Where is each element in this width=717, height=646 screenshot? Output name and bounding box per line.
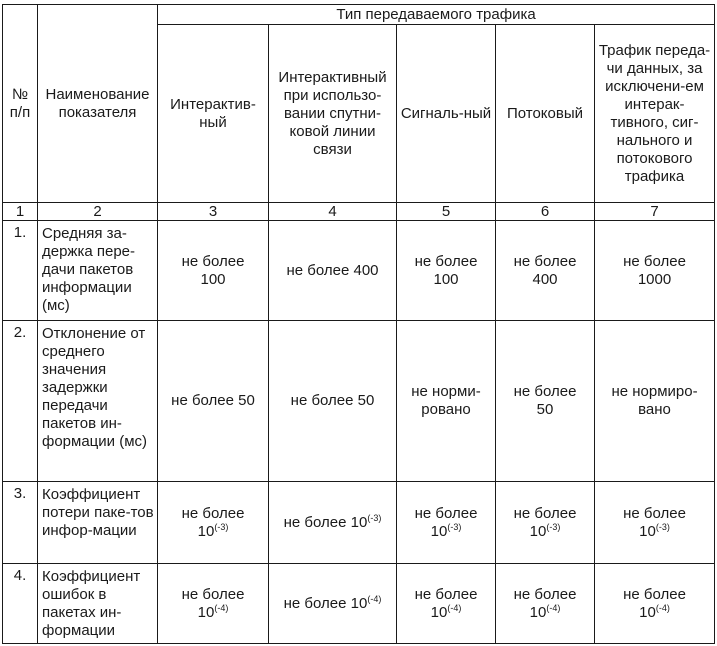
- header-type-signal: Сигналь-ный: [397, 25, 496, 203]
- row-number: 4.: [3, 564, 38, 644]
- value-cell: не более $10^{(-4)}$: [158, 564, 269, 644]
- value-cell: не более 50: [496, 321, 595, 482]
- column-number: 2: [38, 203, 158, 221]
- value-cell: не более 1000: [595, 221, 715, 321]
- value-cell: не более $10^{(-4)}$: [595, 564, 715, 644]
- header-row-1: [3, 5, 715, 25]
- value-cell: не более $10^{(-3)}$: [496, 482, 595, 564]
- value-cell: не более 50: [158, 321, 269, 482]
- table-row: [3, 564, 715, 644]
- header-type-satellite: Интерактивный при использо-вании спутни-ковой линии связи: [269, 25, 397, 203]
- value-cell: не норми- ровано: [397, 321, 496, 482]
- traffic-parameters-table: [2, 4, 715, 644]
- value-cell: не более 400: [496, 221, 595, 321]
- value-cell: не более $10^{(-4)}$: [496, 564, 595, 644]
- value-cell: не более $10^{(-3)}$: [397, 482, 496, 564]
- column-number: 6: [496, 203, 595, 221]
- row-number: 3.: [3, 482, 38, 564]
- value-cell: не более $10^{(-4)}$: [397, 564, 496, 644]
- column-number: 1: [3, 203, 38, 221]
- value-cell: не более $10^{(-3)}$: [269, 482, 397, 564]
- header-name: Наименование показателя: [38, 5, 158, 203]
- value-cell: не более $10^{(-3)}$: [595, 482, 715, 564]
- column-number: 3: [158, 203, 269, 221]
- table-row: [3, 482, 715, 564]
- column-number: 5: [397, 203, 496, 221]
- value-cell: не более $10^{(-3)}$: [158, 482, 269, 564]
- column-number: 4: [269, 203, 397, 221]
- header-num: № п/п: [3, 5, 38, 203]
- row-number: 2.: [3, 321, 38, 482]
- value-cell: не более $10^{(-4)}$: [269, 564, 397, 644]
- value-cell: не более 100: [158, 221, 269, 321]
- header-type-streaming: Потоковый: [496, 25, 595, 203]
- row-number: 1.: [3, 221, 38, 321]
- table-row: [3, 221, 715, 321]
- header-type-interactive: Интерактив-ный: [158, 25, 269, 203]
- row-name: Средняя за-держка пере-дачи пакетов информации (мс): [38, 221, 158, 321]
- header-group-title: Тип передаваемого трафика: [158, 5, 715, 25]
- column-number-row: [3, 203, 715, 221]
- row-name: Отклонение от среднего значения задержки передачи пакетов ин-формации (мс): [38, 321, 158, 482]
- row-name: Коэффициент ошибок в пакетах ин-формации: [38, 564, 158, 644]
- value-cell: не нормиро- вано: [595, 321, 715, 482]
- column-number: 7: [595, 203, 715, 221]
- table-row: [3, 321, 715, 482]
- header-type-data: Трафик переда-чи данных, за исключени-ем интерак-тивного, сиг-нального и потокового трафика: [595, 25, 715, 203]
- row-name: Коэффициент потери паке-тов инфор-мации: [38, 482, 158, 564]
- value-cell: не более 100: [397, 221, 496, 321]
- value-cell: не более 50: [269, 321, 397, 482]
- value-cell: не более 400: [269, 221, 397, 321]
